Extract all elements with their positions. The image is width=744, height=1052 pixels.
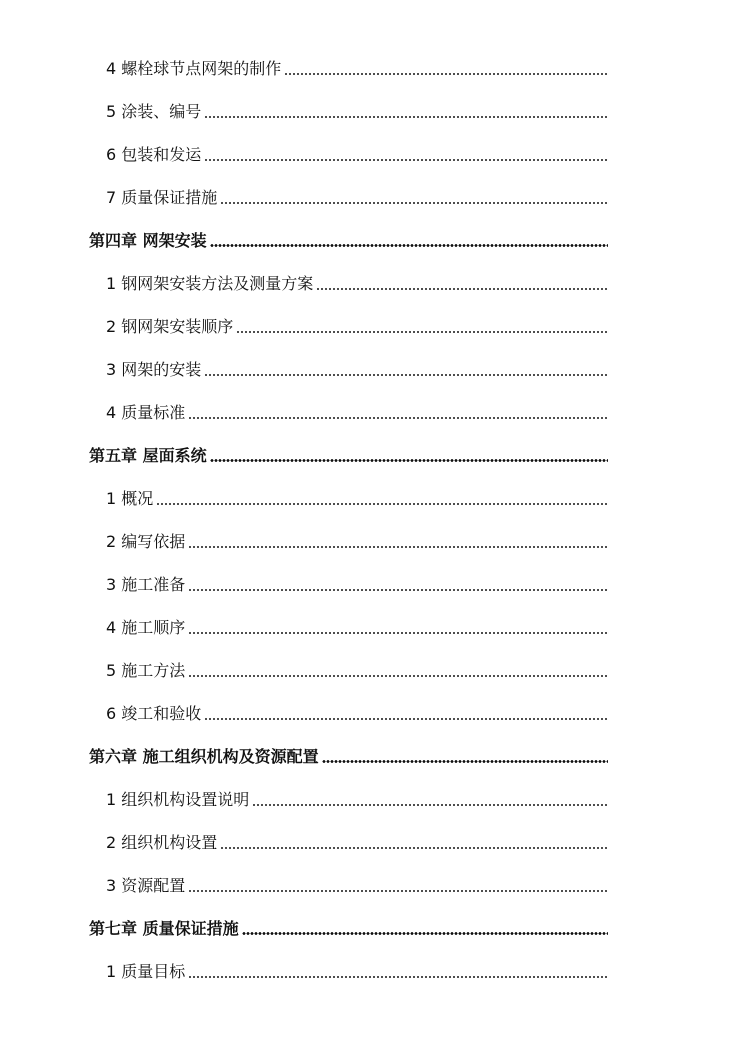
toc-entry[interactable]: [0, 348, 608, 391]
toc-chapter-heading[interactable]: [0, 434, 608, 477]
toc-entry-title: 7 质量保证措施: [106, 187, 218, 207]
toc-entry[interactable]: [0, 520, 608, 563]
toc-entry-title: 2 组织机构设置: [106, 832, 218, 852]
toc-entry[interactable]: [0, 133, 608, 176]
toc-entry-title: 6 包装和发运: [106, 144, 202, 164]
toc-entry[interactable]: [0, 477, 608, 520]
toc-entry-title: 4 质量标准: [106, 402, 186, 422]
toc-entry[interactable]: [0, 778, 608, 821]
toc-chapter-title: 第七章 质量保证措施: [89, 918, 239, 938]
dot-leader: [284, 73, 608, 75]
toc-entry[interactable]: [0, 305, 608, 348]
table-of-contents: [0, 47, 744, 993]
toc-chapter-heading[interactable]: [0, 219, 608, 262]
toc-entry-title: 1 概况: [106, 488, 154, 508]
toc-entry[interactable]: [0, 950, 608, 993]
dot-leader: [156, 503, 608, 505]
toc-entry-title: 6 竣工和验收: [106, 703, 202, 723]
toc-entry[interactable]: [0, 262, 608, 305]
toc-entry[interactable]: [0, 563, 608, 606]
dot-leader: [188, 417, 608, 419]
toc-entry-title: 1 钢网架安装方法及测量方案: [106, 273, 314, 293]
toc-chapter-heading[interactable]: [0, 735, 608, 778]
dot-leader: [188, 546, 608, 548]
dot-leader: [188, 890, 608, 892]
toc-chapter-heading[interactable]: [0, 907, 608, 950]
toc-entry-title: 1 组织机构设置说明: [106, 789, 250, 809]
toc-entry-title: 4 施工顺序: [106, 617, 186, 637]
toc-entry[interactable]: [0, 649, 608, 692]
dot-leader: [204, 718, 608, 720]
toc-entry-title: 4 螺栓球节点网架的制作: [106, 58, 282, 78]
toc-entry[interactable]: [0, 47, 608, 90]
toc-chapter-title: 第六章 施工组织机构及资源配置: [89, 746, 319, 766]
dot-leader: [242, 932, 608, 935]
toc-entry-title: 2 钢网架安装顺序: [106, 316, 234, 336]
dot-leader: [188, 976, 608, 978]
dot-leader: [252, 804, 608, 806]
toc-entry[interactable]: [0, 692, 608, 735]
toc-chapter-title: 第五章 屋面系统: [89, 445, 207, 465]
dot-leader: [220, 202, 608, 204]
toc-entry[interactable]: [0, 606, 608, 649]
toc-entry-title: 5 涂装、编号: [106, 101, 202, 121]
dot-leader: [204, 116, 608, 118]
toc-entry-title: 1 质量目标: [106, 961, 186, 981]
toc-entry-title: 3 网架的安装: [106, 359, 202, 379]
dot-leader: [188, 589, 608, 591]
toc-entry[interactable]: [0, 821, 608, 864]
toc-entry-title: 3 施工准备: [106, 574, 186, 594]
toc-entry-title: 5 施工方法: [106, 660, 186, 680]
dot-leader: [204, 159, 608, 161]
dot-leader: [322, 760, 608, 763]
dot-leader: [210, 244, 608, 247]
toc-entry-title: 3 资源配置: [106, 875, 186, 895]
dot-leader: [204, 374, 608, 376]
toc-entry-title: 2 编写依据: [106, 531, 186, 551]
toc-chapter-title: 第四章 网架安装: [89, 230, 207, 250]
dot-leader: [188, 632, 608, 634]
dot-leader: [316, 288, 608, 290]
toc-entry[interactable]: [0, 176, 608, 219]
toc-entry[interactable]: [0, 391, 608, 434]
toc-entry[interactable]: [0, 864, 608, 907]
dot-leader: [188, 675, 608, 677]
dot-leader: [220, 847, 608, 849]
dot-leader: [210, 459, 608, 462]
dot-leader: [236, 331, 608, 333]
toc-entry[interactable]: [0, 90, 608, 133]
